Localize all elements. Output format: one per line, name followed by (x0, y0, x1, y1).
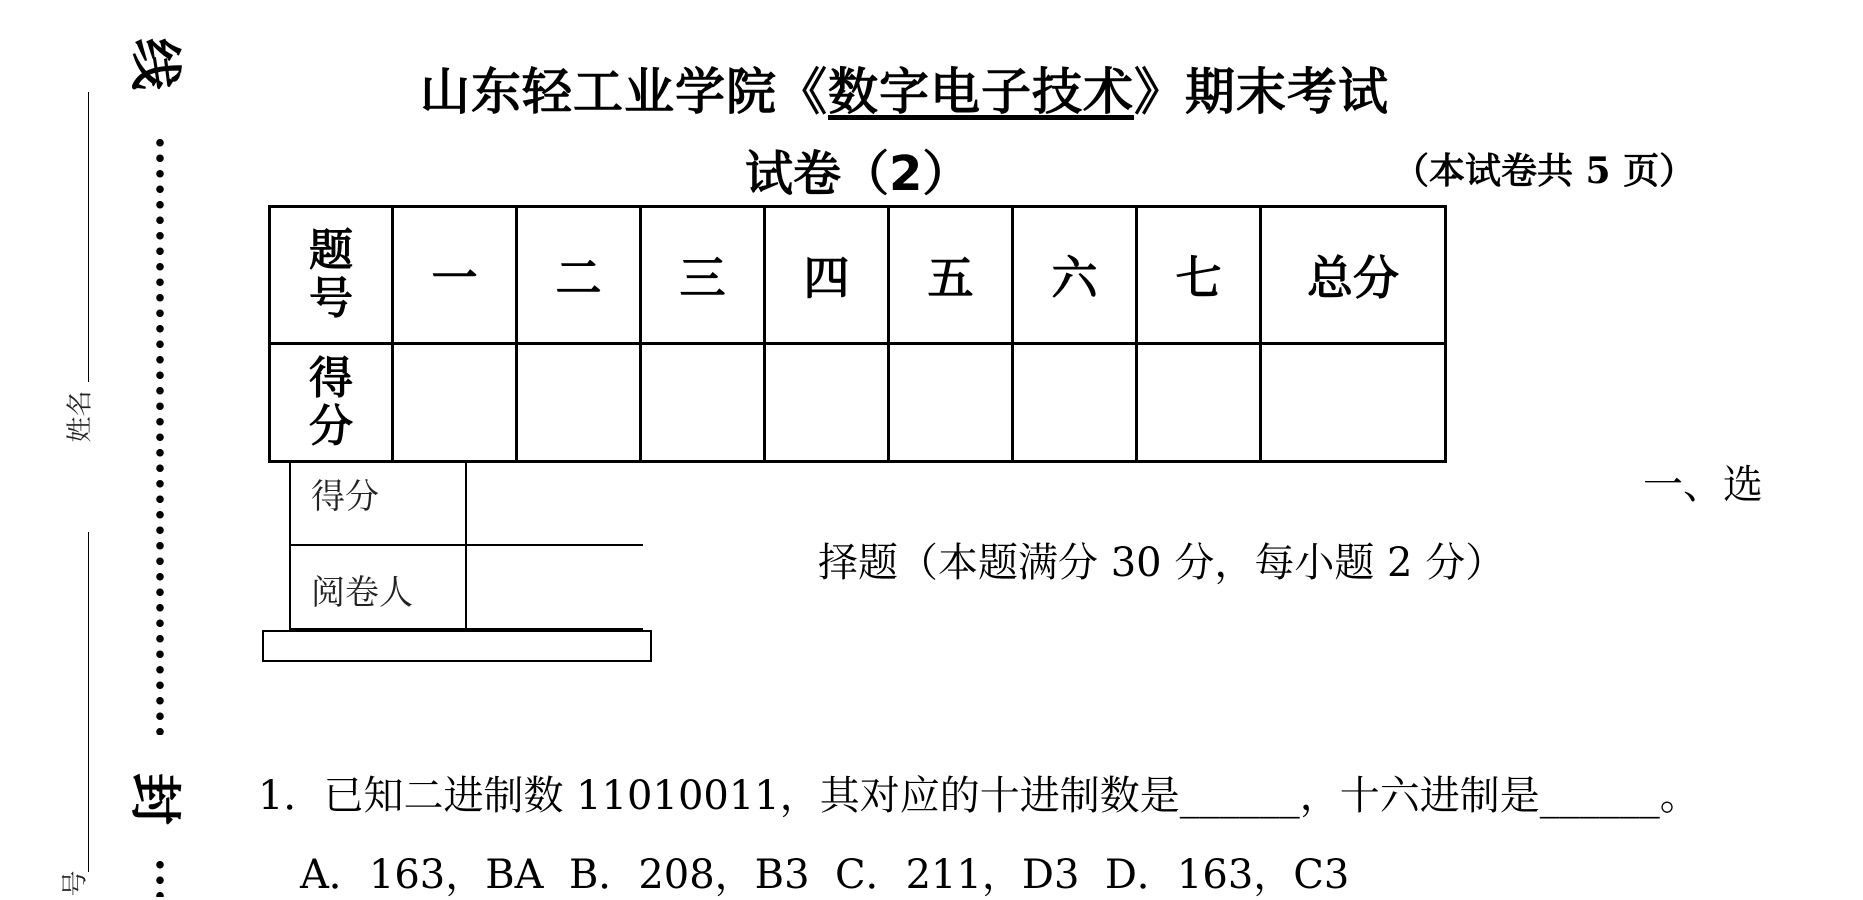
binding-dotted-line-lower (156, 857, 164, 897)
title-suffix: 》期末考试 (1134, 63, 1389, 121)
binding-seal-char: 封 (124, 772, 185, 826)
column-header: 四 (765, 207, 889, 344)
binding-line-char: 线 (124, 37, 185, 91)
score-cell[interactable] (393, 344, 517, 462)
question-number-row (270, 207, 1446, 344)
grader-score-label: 得分 (311, 477, 379, 517)
score-cell[interactable] (1013, 344, 1137, 462)
exam-subtitle: 试卷（2） (745, 146, 971, 202)
score-table (268, 205, 1447, 463)
column-header: 六 (1013, 207, 1137, 344)
question-number-header-text: 题号 (308, 225, 353, 324)
grader-box-cells (289, 461, 643, 629)
score-cell[interactable] (889, 344, 1013, 462)
question-1-stem: 1．已知二进制数 11010011，其对应的十进制数是______，十六进制是______。 (258, 773, 1700, 819)
course-name: 数字电子技术 (828, 63, 1134, 121)
score-cell[interactable] (641, 344, 765, 462)
title-prefix: 山东轻工业学院《 (420, 63, 828, 121)
name-label: 姓名 (65, 390, 96, 443)
score-row-header-text: 得分 (308, 352, 353, 452)
column-header: 五 (889, 207, 1013, 344)
score-cell[interactable] (1137, 344, 1261, 462)
exam-title (420, 52, 1389, 124)
name-blank-line-lower (88, 532, 89, 872)
grader-name-label: 阅卷人 (311, 573, 413, 613)
score-row-header (270, 344, 393, 462)
column-header-total: 总分 (1261, 207, 1446, 344)
grader-box-base (262, 630, 652, 662)
score-cell-total[interactable] (1261, 344, 1446, 462)
column-header: 七 (1137, 207, 1261, 344)
name-blank-line-upper (88, 92, 89, 382)
score-cell[interactable] (517, 344, 641, 462)
section-heading-part2: 择题（本题满分 30 分，每小题 2 分） (818, 540, 1506, 586)
question-1-options: A．163，BA B．208，B3 C．211，D3 D．163，C3 (300, 852, 1350, 898)
score-row (270, 344, 1446, 462)
student-id-label: 号 (60, 870, 91, 897)
column-header: 一 (393, 207, 517, 344)
section-heading-part1: 一、选 (1643, 462, 1763, 508)
binding-dotted-line-upper (156, 135, 164, 735)
column-header: 三 (641, 207, 765, 344)
page-count: （本试卷共 5 页） (1393, 150, 1696, 192)
column-header: 二 (517, 207, 641, 344)
question-number-header (270, 207, 393, 344)
score-cell[interactable] (765, 344, 889, 462)
